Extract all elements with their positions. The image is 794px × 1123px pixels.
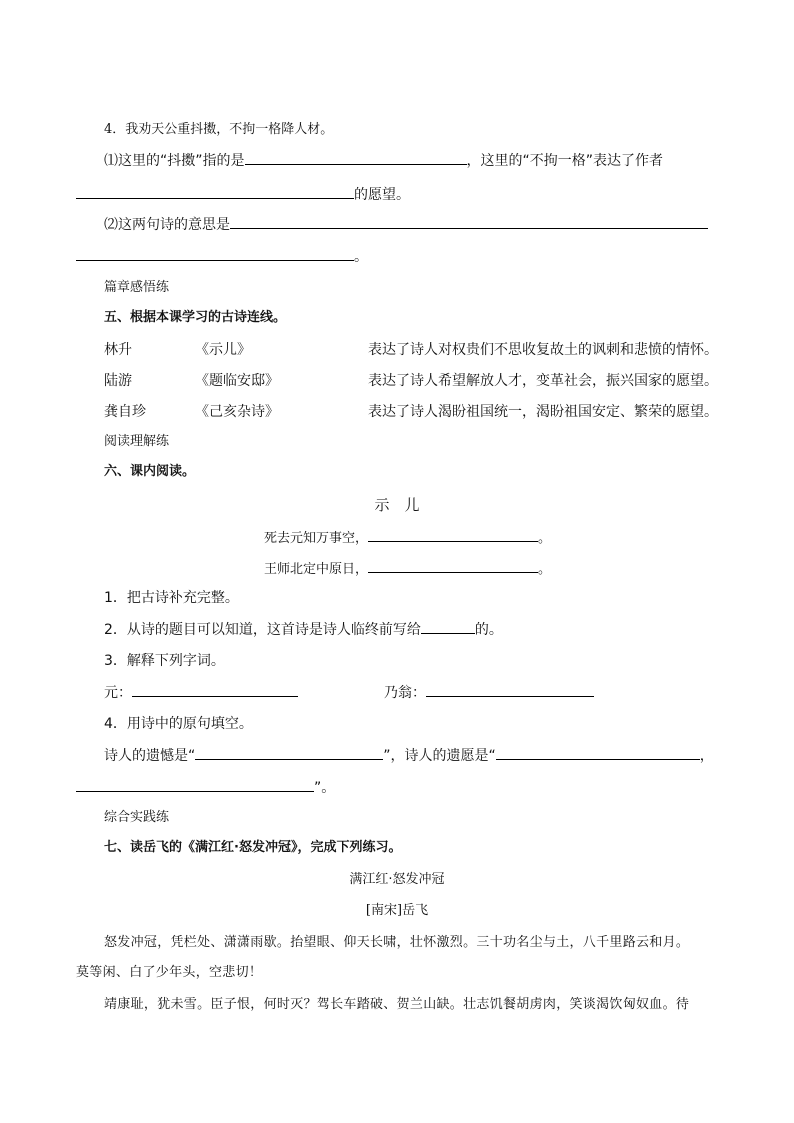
- q4-part2-cont: [76, 246, 368, 267]
- q4-part1-end: 的愿望。: [354, 187, 410, 203]
- q5-meaning-3[interactable]: 表达了诗人渴盼祖国统一，渴盼祖国安定、繁荣的愿望。: [368, 404, 718, 420]
- q6-sub2: [104, 619, 503, 640]
- q6-fill-label-1: 诗人的遗憾是“: [104, 748, 196, 764]
- q4-stem: 4．我劝天公重抖擞，不拘一格降人材。: [104, 122, 334, 137]
- q6-sub1: 1．把古诗补充完整。: [104, 590, 239, 606]
- q6-fill-blank-2[interactable]: [496, 745, 700, 760]
- q6-poem-line-2: [264, 558, 551, 580]
- q4-blank-4[interactable]: [76, 246, 354, 261]
- q6-sub2-blank[interactable]: [421, 619, 475, 634]
- q7-title: 七、读岳飞的《满江红·怒发冲冠》，完成下列练习。: [104, 840, 402, 855]
- q6-line2-text: 王师北定中原日，: [264, 562, 369, 577]
- q4-blank-2[interactable]: [76, 184, 354, 199]
- q6-word-1: [104, 682, 298, 703]
- q6-poem-line-1: [264, 527, 551, 549]
- q6-fill-blank-1[interactable]: [195, 745, 383, 760]
- q7-author: [南宋]岳飞: [365, 903, 429, 918]
- section-pianzhang: 篇章感悟练: [104, 280, 170, 295]
- q6-word-2: [384, 682, 594, 703]
- q6-sub2-text: 2．从诗的题目可以知道，这首诗是诗人临终前写给: [104, 622, 421, 638]
- q4-part2-label: ⑵这两句诗的意思是: [104, 217, 230, 233]
- q6-sub3: 3．解释下列字词。: [104, 653, 225, 669]
- q4-part1-label: ⑴这里的“抖擞”指的是: [104, 153, 245, 169]
- q7-para-2: 靖康耻，犹未雪。臣子恨，何时灭？驾长车踏破、贺兰山缺。壮志饥餐胡虏肉，笑谈渴饮匈奴血。待: [104, 997, 690, 1012]
- q4-blank-3[interactable]: [230, 214, 708, 229]
- q6-sub4: 4．用诗中的原句填空。: [104, 716, 253, 732]
- q6-line1-end: 。: [538, 531, 552, 546]
- q7-para-1a: 怒发冲冠，凭栏处、潇潇雨歇。抬望眼、仰天长啸，壮怀激烈。三十功名尘与土，八千里路云和月。: [104, 935, 690, 950]
- q5-meaning-1[interactable]: 表达了诗人对权贵们不思收复故土的讽刺和悲愤的情怀。: [368, 342, 718, 358]
- q6-fill-end: ”。: [314, 780, 336, 796]
- q4-part1-mid: ，这里的“不拘一格”表达了作者: [466, 153, 664, 169]
- q6-fill-line-2: [76, 777, 335, 798]
- q6-fill-blank-3[interactable]: [76, 777, 314, 792]
- section-yuedu: 阅读理解练: [104, 434, 170, 449]
- section-zonghe: 综合实践练: [104, 810, 170, 825]
- q6-line2-end: 。: [538, 562, 552, 577]
- q6-title: 六、课内阅读。: [104, 464, 196, 479]
- q6-word2-label: 乃翁：: [384, 685, 426, 701]
- q7-poem-title: 满江红·怒发冲冠: [349, 872, 445, 887]
- q4-blank-1[interactable]: [245, 150, 467, 165]
- q4-part2-end: 。: [354, 249, 368, 265]
- q6-word2-blank[interactable]: [426, 682, 594, 697]
- q6-sub2-end: 的。: [474, 622, 503, 638]
- q6-word1-label: 元：: [104, 685, 132, 701]
- q4-part1-cont: [76, 184, 410, 205]
- q4-part1: [104, 150, 663, 171]
- q6-fill-line-1: [104, 745, 714, 766]
- q7-para-1b: 莫等闲、白了少年头，空悲切！: [76, 965, 263, 980]
- q6-fill-comma: ，: [699, 748, 714, 764]
- q5-poem-2[interactable]: 《题临安邸》: [195, 373, 279, 389]
- q6-poem-title: 示 儿: [374, 496, 420, 514]
- q6-line1-text: 死去元知万事空，: [264, 531, 369, 546]
- q5-title: 五、根据本课学习的古诗连线。: [104, 310, 287, 325]
- q5-poet-1[interactable]: 林升: [104, 342, 132, 358]
- q5-meaning-2[interactable]: 表达了诗人希望解放人才，变革社会，振兴国家的愿望。: [368, 373, 718, 389]
- q5-poet-3[interactable]: 龚自珍: [104, 404, 146, 420]
- q5-poet-2[interactable]: 陆游: [104, 373, 132, 389]
- q5-poem-3[interactable]: 《己亥杂诗》: [195, 404, 279, 420]
- q6-word1-blank[interactable]: [132, 682, 298, 697]
- q4-part2: [104, 214, 708, 235]
- q6-line2-blank[interactable]: [368, 558, 538, 573]
- q6-line1-blank[interactable]: [368, 527, 538, 542]
- q5-poem-1[interactable]: 《示儿》: [195, 342, 251, 358]
- q6-fill-label-2: ”，诗人的遗愿是“: [383, 748, 496, 764]
